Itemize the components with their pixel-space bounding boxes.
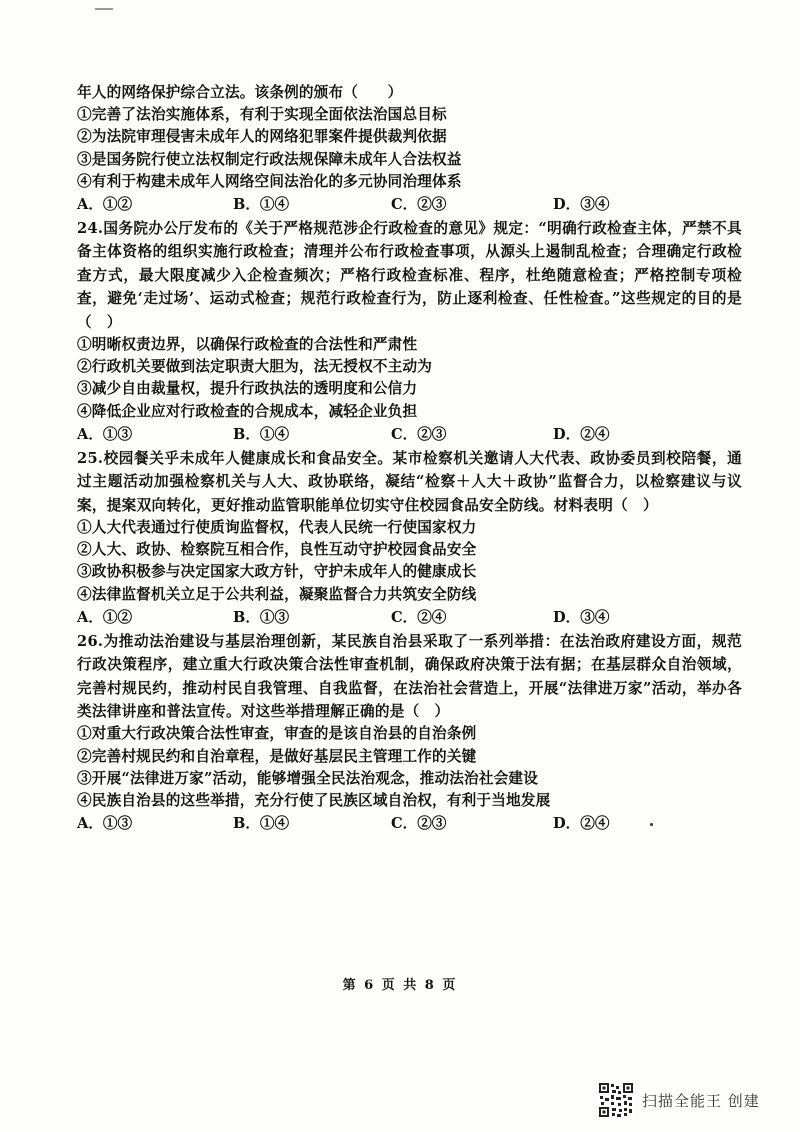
statement-item: ②行政机关要做到法定职责大胆为，法无授权不主动为 xyxy=(77,358,433,376)
answer-options xyxy=(77,423,742,447)
watermark-text: 扫描全能王 创建 xyxy=(642,1091,760,1110)
statement-item: ④降低企业应对行政检查的合规成本，减轻企业负担 xyxy=(77,402,418,420)
question-stem: 年人的网络保护综合立法。该条例的颁布（ ） xyxy=(77,84,403,101)
option-c: C．②③ xyxy=(391,425,447,443)
statement-item: ①完善了法治实施体系，有利于实现全面依法治国总目标 xyxy=(77,106,447,124)
answer-options xyxy=(77,812,742,836)
option-d: D．③④ xyxy=(553,195,610,213)
statement-item: ①明晰权责边界，以确保行政检查的合法性和严肃性 xyxy=(77,335,418,353)
page-content xyxy=(77,82,742,836)
statement-item: ④法律监督机关立足于公共利益，凝聚监督合力共筑安全防线 xyxy=(77,585,477,603)
statement-item: ③政协积极参与决定国家大政方针，守护未成年人的健康成长 xyxy=(77,563,477,581)
option-a: A．①② xyxy=(77,608,133,626)
question-24 xyxy=(77,217,742,447)
question-23 xyxy=(77,82,742,217)
scanner-watermark xyxy=(598,1082,760,1118)
option-a: A．①③ xyxy=(77,425,133,443)
question-26 xyxy=(77,630,742,836)
question-stem: 26.为推动法治建设与基层治理创新，某民族自治县采取了一系列举措：在法治政府建设方面，规范行政决策程序，建立重大行政决策合法性审查机制，确保政府决策于法有据；在基层群众自治领域，完善村规民约，推动村民自我管理、自我监督，在法治社会营造上，开展“法律进万家”活动，举办各类法律讲座和普法宣传。对这些举措理解正确的是（ ） xyxy=(77,632,742,720)
statement-item: ②人大、政协、检察院互相合作，良性互动守护校园食品安全 xyxy=(77,541,477,559)
statement-item: ④民族自治县的这些举措，充分行使了民族区域自治权，有利于当地发展 xyxy=(77,791,551,809)
statement-item: ①对重大行政决策合法性审查，审查的是该自治县的自治条例 xyxy=(77,725,477,743)
statement-item: ③减少自由裁量权，提升行政执法的透明度和公信力 xyxy=(77,380,418,398)
statement-item: ③开展“法律进万家”活动，能够增强全民法治观念，推动法治社会建设 xyxy=(77,769,539,787)
option-a: A．①② xyxy=(77,195,133,213)
statement-item: ②完善村规民约和自治章程，是做好基层民主管理工作的关键 xyxy=(77,747,477,765)
option-a: A．①③ xyxy=(77,815,133,833)
page-number: 第 6 页 共 8 页 xyxy=(342,978,458,993)
option-c: C．②④ xyxy=(391,608,447,626)
statement-item: ③是国务院行使立法权制定行政法规保障未成年人合法权益 xyxy=(77,150,462,168)
statement-item: ①人大代表通过行使质询监督权，代表人民统一行使国家权力 xyxy=(77,518,477,536)
option-b: B．①③ xyxy=(233,608,290,626)
answer-options xyxy=(77,606,742,630)
statement-item: ④有利于构建未成年人网络空间法治化的多元协同治理体系 xyxy=(77,172,462,190)
qr-code-icon xyxy=(598,1082,634,1118)
option-b: B．①④ xyxy=(233,815,290,833)
scan-speck xyxy=(650,823,653,826)
option-d: D．③④ xyxy=(553,608,610,626)
option-c: C．②③ xyxy=(391,195,447,213)
statement-item: ②为法院审理侵害未成年人的网络犯罪案件提供裁判依据 xyxy=(77,128,447,146)
option-b: B．①④ xyxy=(233,425,290,443)
question-stem: 24.国务院办公厅发布的《关于严格规范涉企行政检查的意见》规定：“明确行政检查主体，严禁不具备主体资格的组织实施行政检查；清理并公布行政检查事项，从源头上遏制乱检查；合理确定行政检查方式，最大限度减少入企检查频次；严格行政检查标准、程序，杜绝随意检查；严格控制专项检查，避免‘走过场’、运动式检查；规范行政检查行为，防止逐利检查、任性检查。”这些规定的目的是（ ） xyxy=(77,219,742,331)
option-d: D．②④ xyxy=(553,815,610,833)
question-stem: 25.校园餐关乎未成年人健康成长和食品安全。某市检察机关邀请人大代表、政协委员到校陪餐，通过主题活动加强检察机关与人大、政协联络，凝结“检察＋人大＋政协”监督合力，以检察建议与议案，提案双向转化，更好推动监管职能单位切实守住校园食品安全防线。材料表明（ ） xyxy=(77,449,742,514)
question-25 xyxy=(77,447,742,630)
scan-mark xyxy=(95,8,113,10)
option-d: D．②④ xyxy=(553,425,610,443)
answer-options xyxy=(77,193,742,217)
option-b: B．①④ xyxy=(233,195,290,213)
option-c: C．②③ xyxy=(391,815,447,833)
